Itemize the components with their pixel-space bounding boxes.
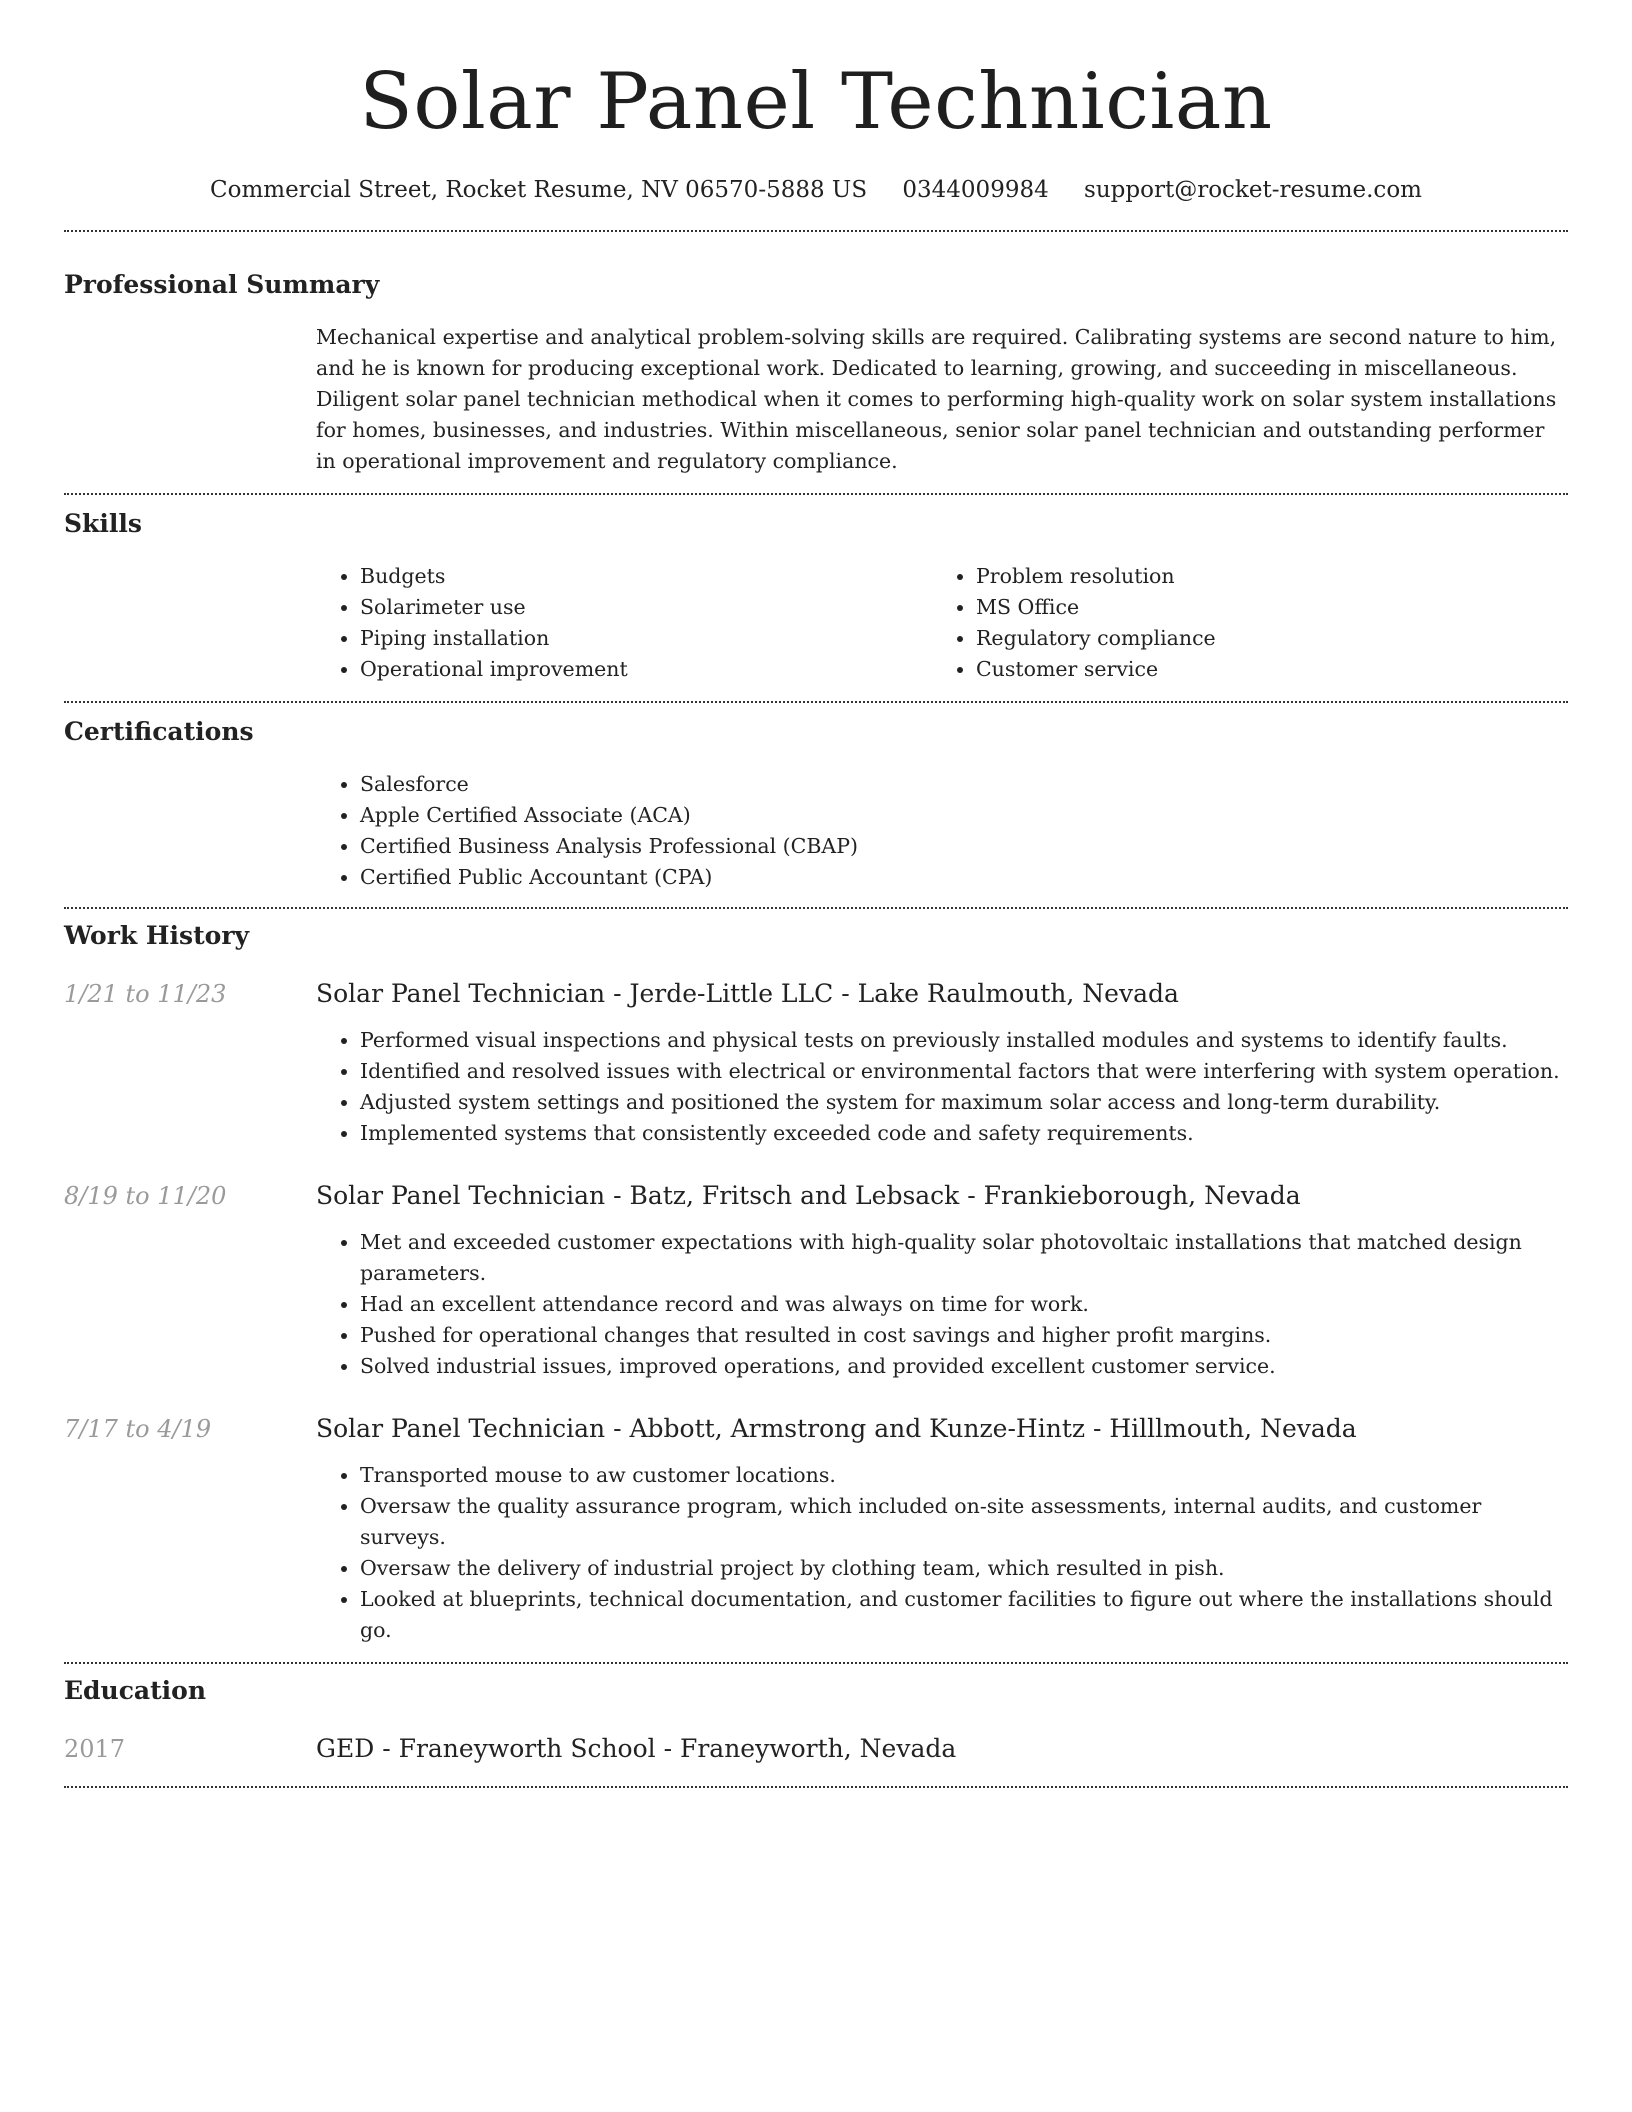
contact-line bbox=[64, 174, 1568, 206]
summary-content bbox=[316, 322, 1568, 477]
section-title-work: Work History bbox=[64, 921, 250, 950]
job-title: Solar Panel Technician - Jerde-Little LLC - Lake Raulmouth, Nevada bbox=[316, 979, 1179, 1008]
job-bullet: • Solved industrial issues, improved operations, and provided excellent customer service. bbox=[360, 1351, 1568, 1382]
section-divider bbox=[64, 1786, 1568, 1788]
certifications-list bbox=[316, 769, 1568, 893]
skill-item: • Piping installation bbox=[360, 623, 932, 654]
skills-list-left bbox=[316, 561, 932, 685]
job-bullet: • Implemented systems that consistently exceeded code and safety requirements. bbox=[360, 1118, 1568, 1149]
job-bullet: • Transported mouse to aw customer locations. bbox=[360, 1460, 1568, 1491]
resume-name: Solar Panel Technician bbox=[359, 57, 1273, 147]
skill-item: • Regulatory compliance bbox=[976, 623, 1548, 654]
job-body bbox=[316, 1179, 1568, 1382]
job-body bbox=[316, 1412, 1568, 1646]
certification-item: • Salesforce bbox=[360, 769, 1568, 800]
certification-item: • Certified Public Accountant (CPA) bbox=[360, 862, 1568, 893]
skills-list-right bbox=[932, 561, 1548, 685]
job-bullet: • Had an excellent attendance record and was always on time for work. bbox=[360, 1289, 1568, 1320]
summary-section bbox=[64, 232, 1568, 477]
job-bullet: • Adjusted system settings and positioned the system for maximum solar access and long-term durability. bbox=[360, 1087, 1568, 1118]
job-body bbox=[316, 977, 1568, 1149]
certification-item: • Certified Business Analysis Professional (CBAP) bbox=[360, 831, 1568, 862]
job-bullet: • Performed visual inspections and physical tests on previously installed modules and systems to identify faults. bbox=[360, 1025, 1568, 1056]
education-section bbox=[64, 1664, 1568, 1766]
section-title-summary: Professional Summary bbox=[64, 270, 380, 299]
skill-item: • Problem resolution bbox=[976, 561, 1548, 592]
job-bullets bbox=[316, 1025, 1568, 1149]
skills-section bbox=[64, 495, 1568, 685]
section-title-certifications: Certifications bbox=[64, 717, 254, 746]
skill-item: • Solarimeter use bbox=[360, 592, 932, 623]
job-title: Solar Panel Technician - Abbott, Armstrong and Kunze-Hintz - Hilllmouth, Nevada bbox=[316, 1414, 1357, 1443]
job-dates: 1/21 to 11/23 bbox=[64, 980, 227, 1008]
contact-phone: 0344009984 bbox=[902, 177, 1049, 203]
education-body bbox=[316, 1732, 1568, 1766]
job-dates: 8/19 to 11/20 bbox=[64, 1182, 227, 1210]
skills-grid bbox=[316, 561, 1568, 685]
education-title: GED - Franeyworth School - Franeyworth, Nevada bbox=[316, 1734, 957, 1763]
skill-item: • Customer service bbox=[976, 654, 1548, 685]
skill-item: • Budgets bbox=[360, 561, 932, 592]
job-entry bbox=[64, 1412, 1568, 1646]
job-bullet: • Pushed for operational changes that resulted in cost savings and higher profit margins. bbox=[360, 1320, 1568, 1351]
summary-text: Mechanical expertise and analytical problem-solving skills are required. Calibrating systems are second nature to him, and he is known for producing exceptional work. Dedicated to learning, growing, and succeeding in miscellaneous. Diligent solar panel technician methodical when it comes to performing high-quality work on solar system installations for homes, businesses, and industries. Within miscellaneous, senior solar panel technician and outstanding performer in operational improvement and regulatory compliance. bbox=[316, 325, 1557, 473]
skill-item: • Operational improvement bbox=[360, 654, 932, 685]
skill-item: • MS Office bbox=[976, 592, 1548, 623]
job-entry bbox=[64, 977, 1568, 1149]
education-date: 2017 bbox=[64, 1735, 126, 1763]
job-bullet: • Met and exceeded customer expectations with high-quality solar photovoltaic installations that matched design parameters. bbox=[360, 1227, 1568, 1289]
contact-address: Commercial Street, Rocket Resume, NV 06570-5888 US bbox=[210, 177, 868, 203]
job-title: Solar Panel Technician - Batz, Fritsch and Lebsack - Frankieborough, Nevada bbox=[316, 1181, 1301, 1210]
job-bullet: • Oversaw the delivery of industrial project by clothing team, which resulted in pish. bbox=[360, 1553, 1568, 1584]
contact-email: support@rocket-resume.com bbox=[1084, 177, 1422, 203]
job-dates: 7/17 to 4/19 bbox=[64, 1415, 212, 1443]
certification-item: • Apple Certified Associate (ACA) bbox=[360, 800, 1568, 831]
job-bullet: • Identified and resolved issues with electrical or environmental factors that were interfering with system operation. bbox=[360, 1056, 1568, 1087]
job-bullet: • Looked at blueprints, technical documentation, and customer facilities to figure out where the installations should go. bbox=[360, 1584, 1568, 1646]
certifications-section bbox=[64, 703, 1568, 893]
education-entry bbox=[64, 1732, 1568, 1766]
section-title-skills: Skills bbox=[64, 509, 142, 538]
certifications-content bbox=[316, 769, 1568, 893]
job-bullets bbox=[316, 1460, 1568, 1646]
job-entry bbox=[64, 1179, 1568, 1382]
job-bullet: • Oversaw the quality assurance program, which included on-site assessments, internal audits, and customer surveys. bbox=[360, 1491, 1568, 1553]
section-title-education: Education bbox=[64, 1676, 207, 1705]
job-bullets bbox=[316, 1227, 1568, 1382]
work-history-section bbox=[64, 909, 1568, 1646]
